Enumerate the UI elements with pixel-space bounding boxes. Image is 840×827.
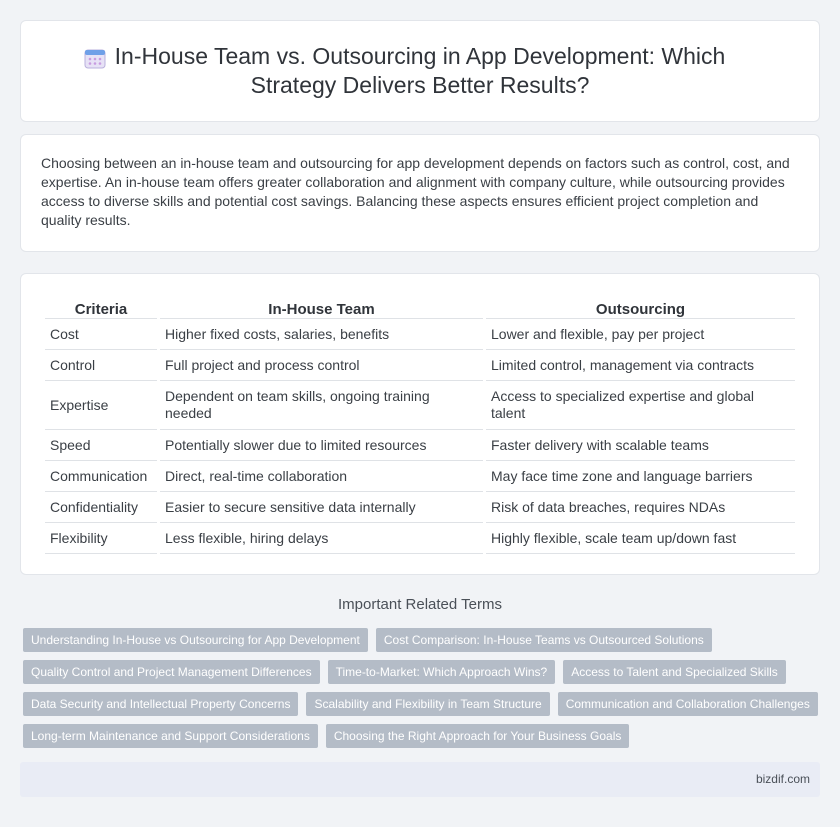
cell-criteria: Communication — [45, 461, 157, 492]
table-row — [45, 430, 795, 461]
cell-outsourcing: Faster delivery with scalable teams — [486, 430, 795, 461]
title-line-2: Strategy Delivers Better Results? — [250, 72, 590, 98]
footer — [20, 762, 820, 797]
header-card — [20, 20, 820, 122]
header-criteria: Criteria — [45, 296, 157, 319]
intro-paragraph: Choosing between an in-house team and outsourcing for app development depends on factors such as control, cost, and expertise. An in-house team offers greater collaboration and alignment with company culture, while outsourcing provides access to diverse skills and potential cost savings. Balancing these aspects ensures efficient project completion and quality results. — [41, 155, 790, 228]
related-term-tag[interactable]: Cost Comparison: In-House Teams vs Outsourced Solutions — [376, 628, 712, 652]
site-name[interactable]: bizdif.com — [755, 772, 810, 786]
related-term-tag[interactable]: Long-term Maintenance and Support Considerations — [23, 724, 318, 748]
cell-criteria: Control — [45, 350, 157, 381]
comparison-table-card — [20, 273, 820, 575]
table-row — [45, 523, 795, 554]
cell-criteria: Expertise — [45, 381, 157, 430]
header-in-house: In-House Team — [160, 296, 483, 319]
related-term-tag[interactable]: Access to Talent and Specialized Skills — [563, 660, 786, 684]
related-terms-list — [23, 628, 818, 756]
cell-in-house: Less flexible, hiring delays — [160, 523, 483, 554]
related-term-tag[interactable]: Scalability and Flexibility in Team Structure — [306, 692, 549, 716]
related-term-tag[interactable]: Understanding In-House vs Outsourcing for App Development — [23, 628, 368, 652]
cell-outsourcing: May face time zone and language barriers — [486, 461, 795, 492]
related-term-tag[interactable]: Data Security and Intellectual Property Concerns — [23, 692, 298, 716]
intro-card — [20, 134, 820, 252]
cell-outsourcing: Limited control, management via contracts — [486, 350, 795, 381]
related-term-tag[interactable]: Choosing the Right Approach for Your Business Goals — [326, 724, 630, 748]
comparison-table — [42, 296, 798, 554]
table-row — [45, 381, 795, 430]
cell-outsourcing: Highly flexible, scale team up/down fast — [486, 523, 795, 554]
related-term-tag[interactable]: Communication and Collaboration Challenges — [558, 692, 818, 716]
table-row — [45, 492, 795, 523]
header-outsourcing: Outsourcing — [486, 296, 795, 319]
related-terms-title: Important Related Terms — [338, 596, 502, 613]
cell-in-house: Potentially slower due to limited resources — [160, 430, 483, 461]
cell-outsourcing: Lower and flexible, pay per project — [486, 319, 795, 350]
table-header-row — [45, 296, 795, 319]
related-term-tag[interactable]: Time-to-Market: Which Approach Wins? — [328, 660, 556, 684]
related-term-tag[interactable]: Quality Control and Project Management Differences — [23, 660, 320, 684]
cell-in-house: Full project and process control — [160, 350, 483, 381]
cell-criteria: Confidentiality — [45, 492, 157, 523]
cell-in-house: Direct, real-time collaboration — [160, 461, 483, 492]
cell-criteria: Speed — [45, 430, 157, 461]
page-title — [21, 42, 819, 100]
cell-in-house: Higher fixed costs, salaries, benefits — [160, 319, 483, 350]
table-row — [45, 350, 795, 381]
cell-criteria: Flexibility — [45, 523, 157, 554]
table-row — [45, 319, 795, 350]
cell-in-house: Dependent on team skills, ongoing training needed — [160, 381, 483, 430]
cell-outsourcing: Risk of data breaches, requires NDAs — [486, 492, 795, 523]
cell-in-house: Easier to secure sensitive data internally — [160, 492, 483, 523]
table-row — [45, 461, 795, 492]
title-line-1: In-House Team vs. Outsourcing in App Development: Which — [114, 43, 726, 69]
cell-outsourcing: Access to specialized expertise and global talent — [486, 381, 795, 430]
cell-criteria: Cost — [45, 319, 157, 350]
